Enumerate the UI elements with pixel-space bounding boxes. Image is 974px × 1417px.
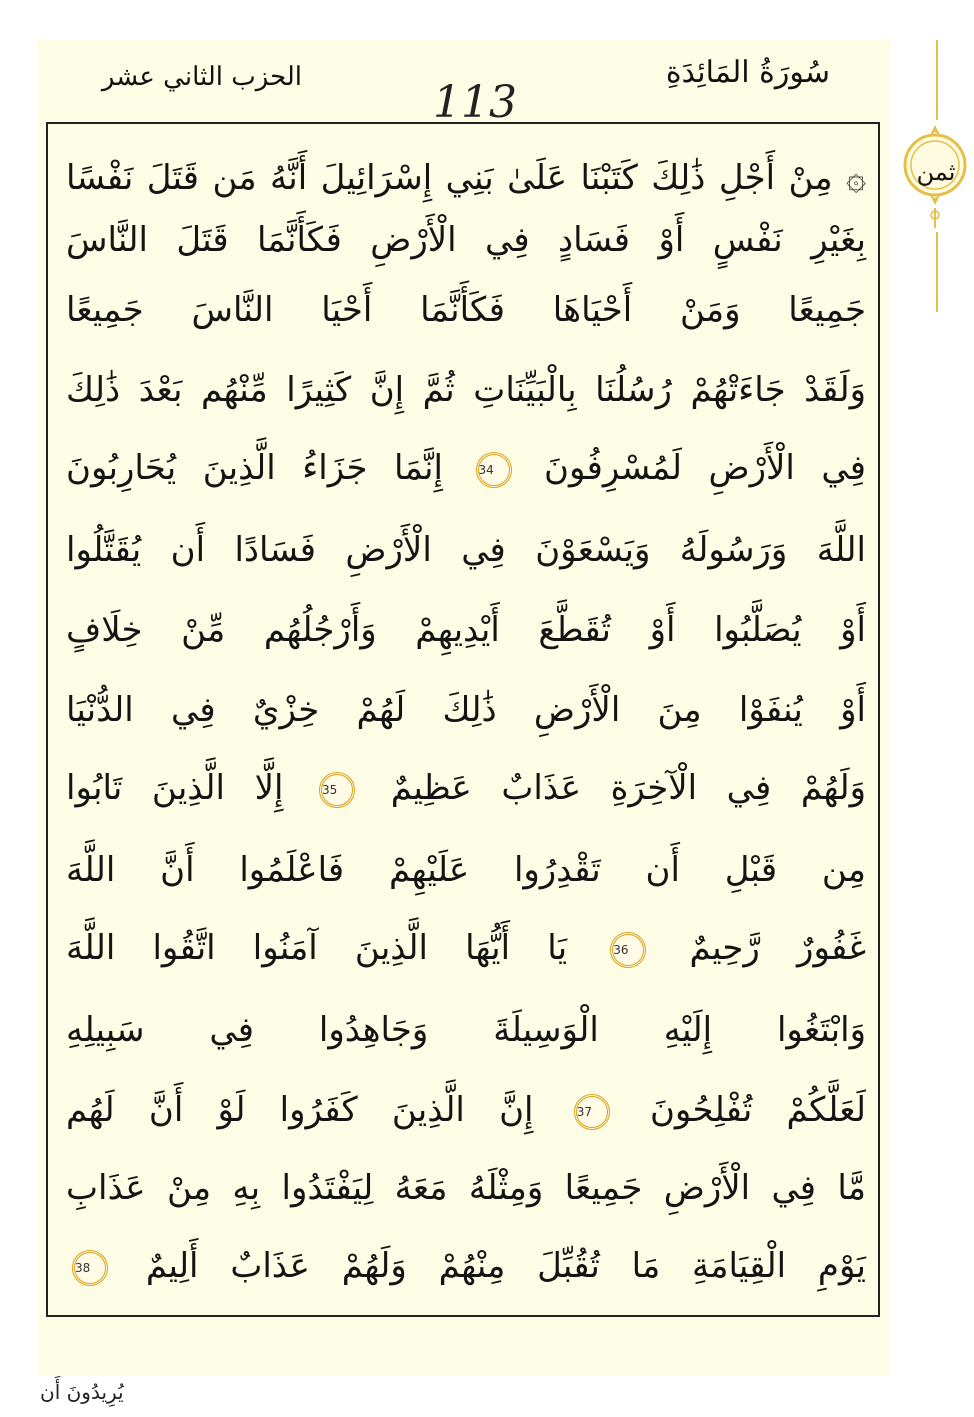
hizb-title: الحزب الثاني عشر	[101, 62, 302, 92]
verse-text: لَعَلَّكُمْ تُفْلِحُونَ	[649, 1090, 866, 1130]
quran-line-8: أَوْ يُنفَوْا مِنَ الْأَرْضِ ذَٰلِكَ لَهُمْ خِزْيٌ فِي الدُّنْيَا	[66, 690, 866, 730]
verse-text: إِنَّمَا جَزَاءُ الَّذِينَ يُحَارِبُونَ	[66, 448, 443, 488]
ayah-marker-34: 34	[476, 452, 512, 488]
quran-line-10: مِن قَبْلِ أَن تَقْدِرُوا عَلَيْهِمْ فَاعْلَمُوا أَنَّ اللَّهَ	[66, 850, 866, 890]
verse-text: إِنَّ الَّذِينَ كَفَرُوا لَوْ أَنَّ لَهُم	[66, 1090, 534, 1130]
ayah-marker-37: 37	[574, 1094, 610, 1130]
quran-line-3: جَمِيعًا وَمَنْ أَحْيَاهَا فَكَأَنَّمَا أَحْيَا النَّاسَ جَمِيعًا	[66, 290, 866, 330]
margin-rule-top	[936, 40, 938, 120]
verse-text: يَا أَيُّهَا الَّذِينَ آمَنُوا اتَّقُوا اللَّهَ	[66, 928, 568, 968]
quran-line-14: مَّا فِي الْأَرْضِ جَمِيعًا وَمِثْلَهُ مَعَهُ لِيَفْتَدُوا بِهِ مِنْ عَذَابِ	[66, 1168, 866, 1208]
thumn-label: ثمن	[916, 158, 956, 186]
quran-line-5	[66, 438, 866, 498]
quran-line-12: وَابْتَغُوا إِلَيْهِ الْوَسِيلَةَ وَجَاهِدُوا فِي سَبِيلِهِ	[66, 1010, 866, 1050]
quran-line-15	[66, 1236, 866, 1296]
ayah-marker-35: 35	[319, 772, 355, 808]
quran-line-11	[66, 918, 866, 978]
catchword: يُرِيدُونَ أَن	[40, 1380, 124, 1404]
verse-text: إِلَّا الَّذِينَ تَابُوا	[66, 768, 284, 808]
verse-text: وَلَهُمْ فِي الْآخِرَةِ عَذَابٌ عَظِيمٌ	[390, 768, 866, 808]
quran-line-7: أَوْ يُصَلَّبُوا أَوْ تُقَطَّعَ أَيْدِيهِمْ وَأَرْجُلُهُم مِّنْ خِلَافٍ	[66, 610, 866, 650]
verse-text: فِي الْأَرْضِ لَمُسْرِفُونَ	[544, 448, 866, 488]
quran-line-4: وَلَقَدْ جَاءَتْهُمْ رُسُلُنَا بِالْبَيِّنَاتِ ثُمَّ إِنَّ كَثِيرًا مِّنْهُم بَعْدَ ذَٰلِكَ	[66, 370, 866, 410]
page-number: 113	[433, 77, 517, 128]
quran-line-2: بِغَيْرِ نَفْسٍ أَوْ فَسَادٍ فِي الْأَرْضِ فَكَأَنَّمَا قَتَلَ النَّاسَ	[66, 220, 866, 260]
verse-text: يَوْمِ الْقِيَامَةِ مَا تُقُبِّلَ مِنْهُمْ وَلَهُمْ عَذَابٌ أَلِيمٌ	[145, 1246, 866, 1286]
margin-rule-bottom	[936, 232, 938, 312]
quran-line-1: ۞ مِنْ أَجْلِ ذَٰلِكَ كَتَبْنَا عَلَىٰ بَنِي إِسْرَائِيلَ أَنَّهُ مَن قَتَلَ نَفْسًا	[66, 158, 866, 198]
quran-line-9	[66, 758, 866, 818]
verse-text: غَفُورٌ رَّحِيمٌ	[689, 928, 866, 968]
ayah-marker-38: 38	[72, 1250, 108, 1286]
surah-title: سُورَةُ المَائِدَةِ	[665, 55, 830, 90]
quran-line-13	[66, 1080, 866, 1140]
ayah-marker-36: 36	[610, 932, 646, 968]
quran-line-6: اللَّهَ وَرَسُولَهُ وَيَسْعَوْنَ فِي الْأَرْضِ فَسَادًا أَن يُقَتَّلُوا	[66, 530, 866, 570]
